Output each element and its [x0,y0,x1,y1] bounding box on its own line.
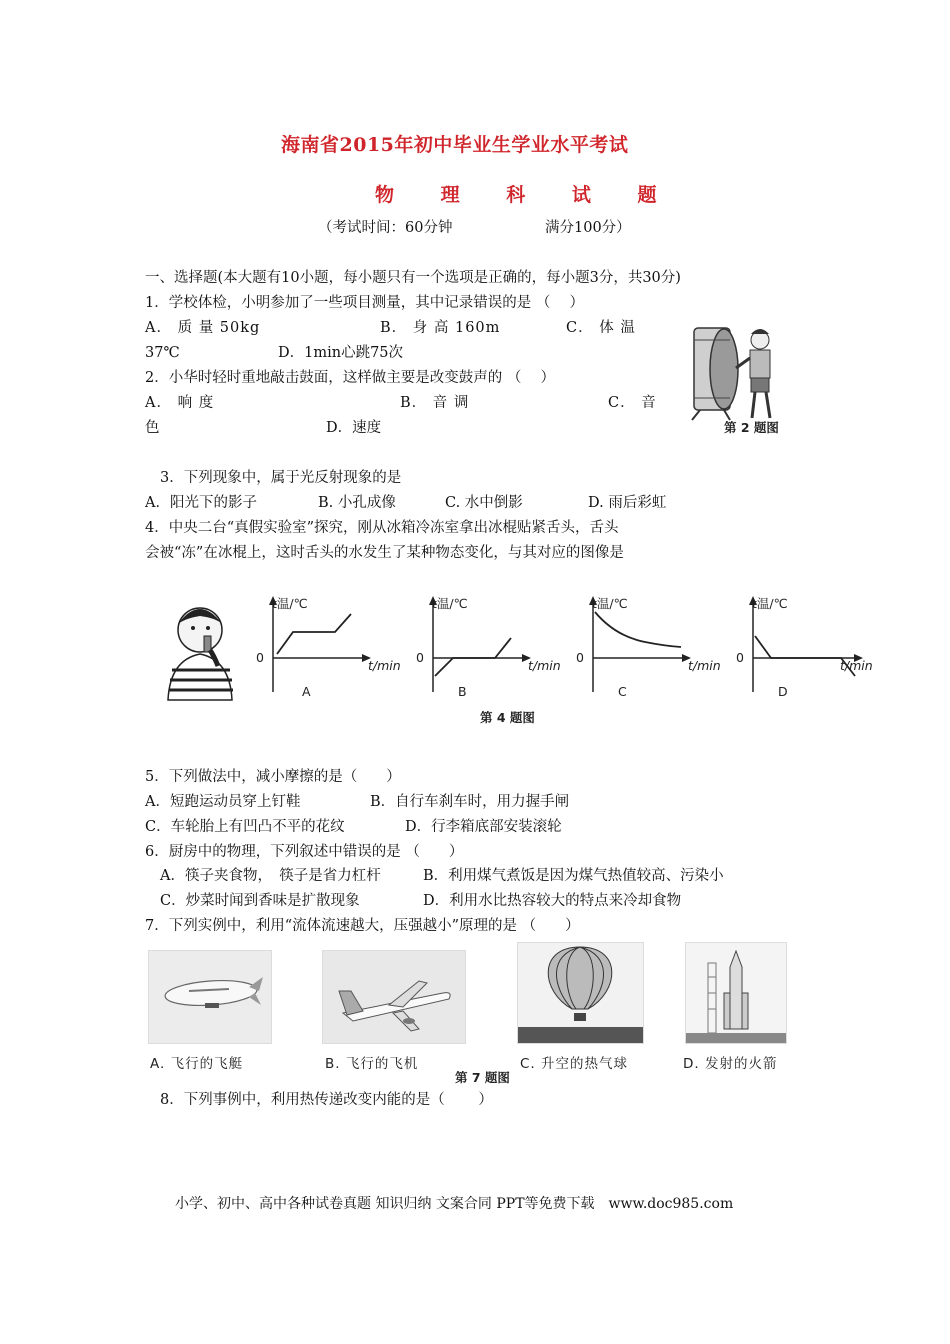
graph-d-xlabel: t/min [840,658,873,673]
page-subtitle: 物 理 科 试 题 [375,184,677,206]
q6-option-c: C．炒菜时闻到香味是扩散现象 [160,893,360,909]
q2-figure [680,318,784,438]
q5-option-a: A．短跑运动员穿上钉鞋 [145,794,301,810]
q1-option-a: A． 质 量 50kg [145,320,261,336]
graph-b-origin: 0 [416,650,424,665]
q7-stem: 7．下列实例中，利用“流体流速越大，压强越小”原理的是 （ ） [145,918,580,934]
graph-c-ylabel: t温/℃ [592,596,628,611]
q1-option-b: B． 身 高 160m [380,320,501,336]
q7-caption-a: A. 飞行的飞艇 [150,1056,244,1072]
graph-a-origin: 0 [256,650,264,665]
q7-image-rocket [685,942,787,1044]
q7-caption-b: B. 飞行的飞机 [325,1056,419,1072]
q7-image-balloon [517,942,644,1044]
q3-option-a: A．阳光下的影子 [145,495,257,511]
q3-stem: 3．下列现象中，属于光反射现象的是 [160,470,402,486]
q7-figure-caption: 第 7 题图 [455,1070,510,1085]
q2-option-b: B． 音 调 [400,395,470,411]
graph-a-xlabel: t/min [368,658,401,673]
q3-option-b: B. 小孔成像 [318,495,396,511]
q2-option-c: C． 音 [608,395,657,411]
q1-option-d: D．1min心跳75次 [278,345,404,361]
graph-d-label: D [778,684,788,699]
q7-caption-d: D. 发射的火箭 [683,1056,778,1072]
graph-c-label: C [618,684,627,699]
q1-option-c-cont: 37℃ [145,345,180,361]
q5-option-d: D．行李箱底部安装滚轮 [405,819,562,835]
graph-a-label: A [302,684,311,699]
page-title: 海南省2015年初中毕业生学业水平考试 [281,134,629,156]
graph-a-ylabel: t温/℃ [272,596,308,611]
boy-popsicle-illustration [160,600,246,702]
q1-stem: 1．学校体检，小明参加了一些项目测量，其中记录错误的是 （ ） [145,295,584,311]
airship-image [149,951,271,1043]
hot-air-balloon-image [518,943,643,1043]
exam-time: （考试时间：60分钟 [318,220,453,236]
graph-b-xlabel: t/min [528,658,561,673]
q7-image-airship [148,950,272,1044]
q1-option-c: C． 体 温 [566,320,636,336]
q7-image-airplane [322,950,466,1044]
q3-option-d: D. 雨后彩虹 [588,495,667,511]
q2-figure-caption: 第 2 题图 [724,420,779,435]
q6-option-b: B．利用煤气煮饭是因为煤气热值较高、污染小 [423,868,724,884]
page-footer: 小学、初中、高中各种试卷真题 知识归纳 文案合同 PPT等免费下载 www.doc985.com [175,1196,734,1212]
q7-caption-c: C. 升空的热气球 [520,1056,629,1072]
q2-option-a: A． 响 度 [145,395,215,411]
q4-figure-caption: 第 4 题图 [480,710,535,725]
q4-stem-line1: 4．中央二台“真假实验室”探究，刚从冰箱冷冻室拿出冰棍贴紧舌头，舌头 [145,520,619,536]
q8-stem: 8．下列事例中，利用热传递改变内能的是（ ） [160,1092,493,1108]
q6-option-d: D．利用水比热容较大的特点来冷却食物 [423,893,682,909]
section-heading: 一、选择题(本大题有10小题，每小题只有一个选项是正确的，每小题3分，共30分) [145,270,681,286]
graph-d-origin: 0 [736,650,744,665]
q5-option-c: C．车轮胎上有凹凸不平的花纹 [145,819,345,835]
rocket-image [686,943,786,1043]
graph-b-ylabel: t温/℃ [432,596,468,611]
q4-figure [160,592,890,727]
q5-stem: 5．下列做法中，减小摩擦的是（ ） [145,769,401,785]
graph-c-origin: 0 [576,650,584,665]
q2-stem: 2．小华时轻时重地敲击鼓面，这样做主要是改变鼓声的 （ ） [145,370,555,386]
q6-stem: 6．厨房中的物理，下列叙述中错误的是 （ ） [145,844,464,860]
airplane-image [323,951,465,1043]
graph-c-xlabel: t/min [688,658,721,673]
q2-option-c-cont: 色 [145,420,160,436]
q5-option-b: B．自行车刹车时，用力握手闸 [370,794,570,810]
q6-option-a: A．筷子夹食物， 筷子是省力杠杆 [160,868,381,884]
q2-option-d: D．速度 [326,420,382,436]
q3-option-c: C. 水中倒影 [445,495,523,511]
graph-b-label: B [458,684,467,699]
graph-d-ylabel: t温/℃ [752,596,788,611]
full-score: 满分100分） [545,220,631,236]
q4-stem-line2: 会被“冻”在冰棍上，这时舌头的水发生了某种物态变化，与其对应的图像是 [145,545,624,561]
